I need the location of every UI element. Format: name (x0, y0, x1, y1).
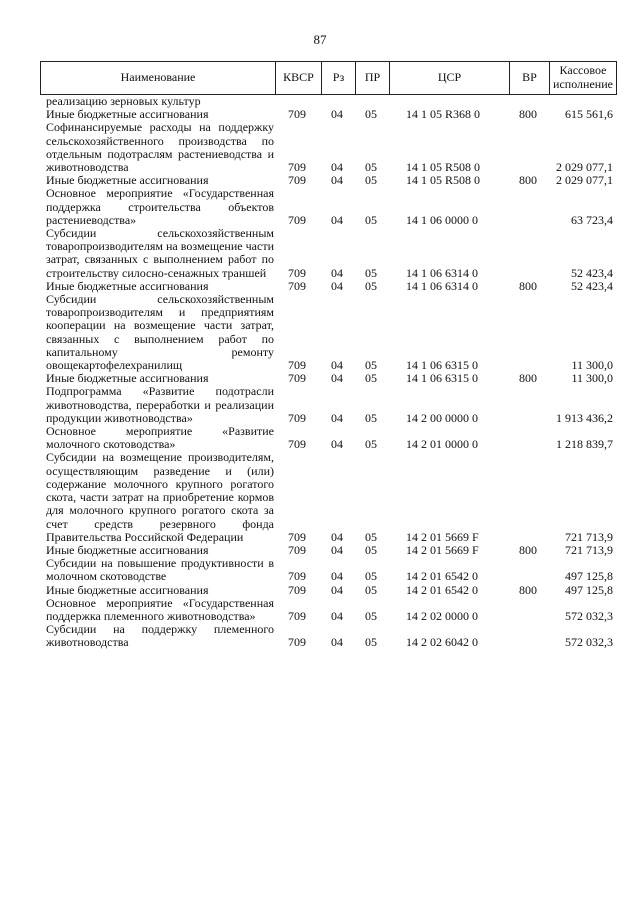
cell-kvsr: 709 (288, 635, 306, 650)
table-row (40, 227, 617, 280)
cell-vr (508, 451, 548, 543)
header-rz: Рз (321, 62, 355, 94)
cell-vr: 800 (519, 278, 537, 293)
cell-kassovoe-ispolnenie: 52 423,4 (571, 278, 613, 293)
cell-rz: 04 (331, 569, 343, 584)
cell-rz: 04 (331, 635, 343, 650)
cell-rz: 04 (331, 608, 343, 623)
cell-rz: 04 (331, 371, 343, 386)
cell-pr: 05 (365, 358, 377, 373)
cell-rz: 04 (331, 212, 343, 227)
cell-name: Иные бюджетные ассигнования (46, 582, 209, 597)
cell-kassovoe-ispolnenie: 11 300,0 (571, 371, 613, 386)
cell-csr: 14 1 06 6315 0 (406, 358, 478, 373)
cell-csr: 14 2 02 6042 0 (406, 635, 478, 650)
header-name: Наименование (120, 70, 196, 85)
cell-kassovoe-ispolnenie: 721 713,9 (565, 529, 613, 544)
cell-vr (508, 425, 548, 451)
cell-vr: 800 (519, 173, 537, 188)
cell-vr (508, 557, 548, 583)
cell-kvsr: 709 (288, 107, 306, 122)
cell-kvsr: 709 (288, 608, 306, 623)
cell-vr (508, 623, 548, 649)
cell-rz: 04 (331, 160, 343, 175)
cell-name: Основное мероприятие «Развитие молочного скотоводства» (46, 424, 274, 452)
cell-csr: 14 2 00 0000 0 (406, 410, 478, 425)
cell-name: Иные бюджетные ассигнования (46, 371, 209, 386)
cell-kassovoe-ispolnenie: 1 218 839,7 (556, 437, 613, 452)
cell-kvsr: 709 (288, 265, 306, 280)
cell-kassovoe-ispolnenie: 497 125,8 (565, 569, 613, 584)
cell-csr: 14 1 06 6315 0 (406, 371, 478, 386)
cell-vr: 800 (519, 371, 537, 386)
cell-kassovoe-ispolnenie: 2 029 077,1 (556, 160, 613, 175)
cell-csr: 14 1 06 6314 0 (406, 265, 478, 280)
cell-pr: 05 (365, 278, 377, 293)
cell-pr: 05 (365, 410, 377, 425)
cell-pr: 05 (365, 437, 377, 452)
cell-rz: 04 (331, 437, 343, 452)
cell-name: Субсидии на повышение продуктивности в молочном скотоводстве (46, 556, 274, 584)
cell-kvsr: 709 (288, 529, 306, 544)
cell-kassovoe-ispolnenie: 2 029 077,1 (556, 173, 613, 188)
cell-vr (508, 385, 548, 425)
cell-rz: 04 (331, 582, 343, 597)
table-row (40, 121, 617, 174)
cell-rz: 04 (331, 278, 343, 293)
cell-csr: 14 2 01 0000 0 (406, 437, 478, 452)
cell-kvsr: 709 (288, 582, 306, 597)
cell-kassovoe-ispolnenie: 11 300,0 (571, 358, 613, 373)
cell-pr: 05 (365, 371, 377, 386)
cell-pr: 05 (365, 582, 377, 597)
cell-csr: 14 1 06 6314 0 (406, 278, 478, 293)
cell-kassovoe-ispolnenie: 52 423,4 (571, 265, 613, 280)
cell-pr: 05 (365, 173, 377, 188)
page-number: 87 (313, 32, 327, 47)
header-vr: ВР (509, 62, 549, 94)
cell-pr: 05 (365, 542, 377, 557)
cell-kvsr: 709 (288, 160, 306, 175)
cell-csr: 14 2 01 5669 F (406, 529, 479, 544)
cell-pr: 05 (365, 635, 377, 650)
cell-csr: 14 2 01 6542 0 (406, 582, 478, 597)
cell-rz: 04 (331, 529, 343, 544)
table-row (40, 293, 617, 372)
cell-kvsr: 709 (288, 542, 306, 557)
cell-kassovoe-ispolnenie: 497 125,8 (565, 582, 613, 597)
table-row (40, 425, 617, 451)
cell-name: реализацию зерновых культур (46, 94, 201, 108)
cell-name: Иные бюджетные ассигнования (46, 542, 209, 557)
table-row (40, 623, 617, 649)
cell-kassovoe-ispolnenie: 615 561,6 (565, 107, 613, 122)
cell-pr: 05 (365, 212, 377, 227)
cell-csr: 14 1 06 0000 0 (406, 212, 478, 227)
cell-csr: 14 2 01 6542 0 (406, 569, 478, 584)
table-row (40, 597, 617, 623)
cell-rz: 04 (331, 410, 343, 425)
cell-kassovoe-ispolnenie: 572 032,3 (565, 635, 613, 650)
header-pr: ПР (355, 62, 389, 94)
cell-kvsr: 709 (288, 437, 306, 452)
table-row (40, 557, 617, 583)
cell-name: Иные бюджетные ассигнования (46, 107, 209, 122)
cell-name: Основное мероприятие «Государственная поддержка племенного животноводства» (46, 595, 274, 623)
cell-rz: 04 (331, 542, 343, 557)
table-row (40, 451, 617, 543)
cell-name: Иные бюджетные ассигнования (46, 278, 209, 293)
table-row (40, 584, 617, 597)
cell-name: Субсидии на поддержку племенного животноводства (46, 622, 274, 650)
cell-vr: 800 (519, 542, 537, 557)
cell-kvsr: 709 (288, 410, 306, 425)
cell-pr: 05 (365, 569, 377, 584)
cell-csr: 14 2 01 5669 F (406, 542, 479, 557)
cell-vr (508, 227, 548, 280)
cell-kvsr: 709 (288, 212, 306, 227)
cell-rz: 04 (331, 358, 343, 373)
cell-kvsr: 709 (288, 358, 306, 373)
cell-name: Субсидии сельскохозяйственным товаропроизводителям и предприятиям кооперации на возмещение части затрат, связанных с выполнением работ по капитальному ремонту овощекартофелехранилищ (46, 292, 274, 373)
cell-vr: 800 (519, 107, 537, 122)
cell-kvsr: 709 (288, 278, 306, 293)
cell-kassovoe-ispolnenie: 63 723,4 (571, 212, 613, 227)
cell-kvsr: 709 (288, 371, 306, 386)
cell-vr (508, 187, 548, 227)
cell-pr: 05 (365, 529, 377, 544)
cell-name: Софинансируемые расходы на поддержку сельскохозяйственного производства по отдельным подотраслям растениеводства и животноводства (46, 120, 274, 175)
cell-vr: 800 (519, 582, 537, 597)
cell-kassovoe-ispolnenie: 572 032,3 (565, 608, 613, 623)
cell-name: Иные бюджетные ассигнования (46, 173, 209, 188)
cell-kvsr: 709 (288, 173, 306, 188)
cell-name: Подпрограмма «Развитие подотрасли животноводства, переработки и реализации продукции животноводства» (46, 384, 274, 425)
cell-pr: 05 (365, 265, 377, 280)
cell-name: Субсидии на возмещение производителям, осуществляющим разведение и (или) содержание молочного крупного рогатого скота, части затрат на приобретение кормов для молочного крупного рогатого скота за счет средств резервного фонда Правительства Российской Федерации (46, 450, 274, 544)
cell-csr: 14 2 02 0000 0 (406, 608, 478, 623)
cell-name: Субсидии сельскохозяйственным товаропроизводителям на возмещение части затрат, связанных с выполнением работ по строительству силосно-сенажных траншей (46, 226, 274, 280)
cell-rz: 04 (331, 107, 343, 122)
cell-vr (508, 597, 548, 623)
cell-csr: 14 1 05 R508 0 (406, 160, 481, 175)
cell-csr: 14 1 05 R368 0 (406, 107, 481, 122)
cell-kvsr: 709 (288, 569, 306, 584)
cell-rz: 04 (331, 173, 343, 188)
cell-kassovoe-ispolnenie: 721 713,9 (565, 542, 613, 557)
cell-name: Основное мероприятие «Государственная поддержка строительства объектов растениеводства» (46, 186, 274, 227)
cell-vr (508, 293, 548, 372)
cell-pr: 05 (365, 608, 377, 623)
cell-pr: 05 (365, 160, 377, 175)
cell-rz: 04 (331, 265, 343, 280)
table-body (40, 95, 617, 650)
table-row (40, 187, 617, 227)
table-row (40, 385, 617, 425)
cell-pr: 05 (365, 107, 377, 122)
cell-kassovoe-ispolnenie: 1 913 436,2 (556, 410, 613, 425)
header-kassovoe-ispolnenie: Кассовое исполнение (549, 62, 616, 94)
header-kvsr: КВСР (275, 62, 321, 94)
header-csr: ЦСР (389, 62, 509, 94)
cell-vr (508, 121, 548, 174)
table-header (40, 61, 617, 95)
cell-csr: 14 1 05 R508 0 (406, 173, 481, 188)
